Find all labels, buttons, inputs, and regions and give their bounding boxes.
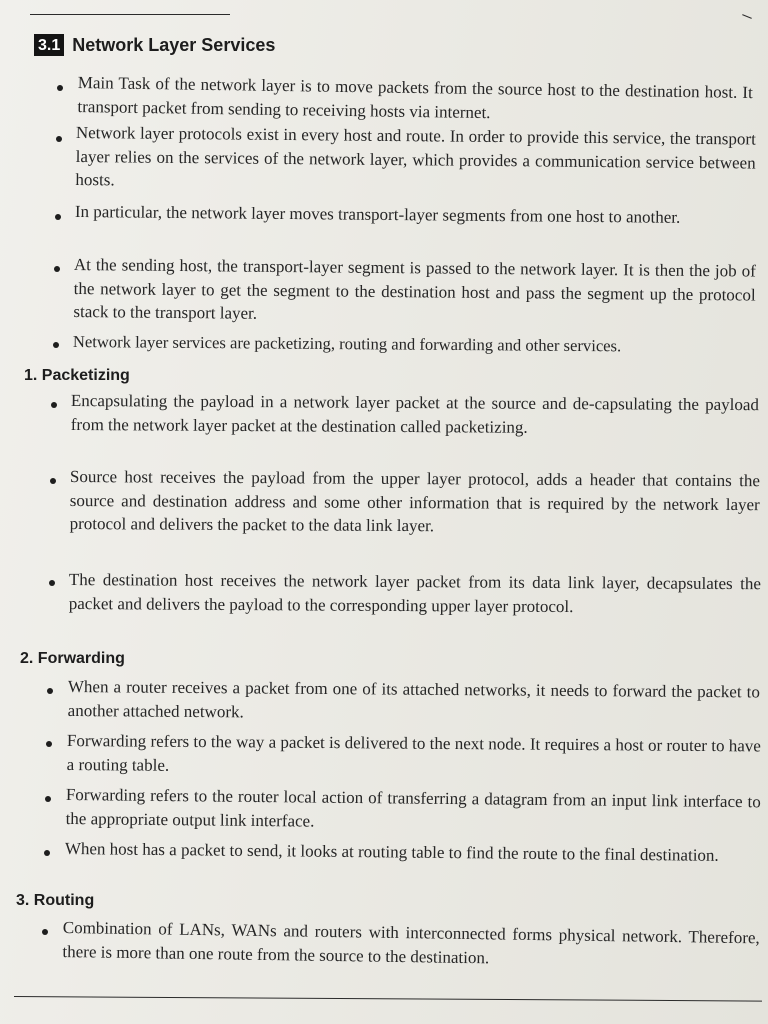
packetizing-bullet-1: Encapsulating the payload in a network layer packet at the source and de-capsulating the payload from the network layer packet at the destination called packetizing. <box>70 390 759 437</box>
intro-bullet-3: In particular, the network layer moves transport-layer segments from one host to another. <box>74 201 681 227</box>
section-title: Network Layer Services <box>72 34 276 55</box>
bullet-icon <box>57 85 63 91</box>
packetizing-bullet-3: The destination host receives the network layer packet from its data link layer, decapsulates the packet and delivers the payload to the corresponding upper layer protocol. <box>68 569 761 616</box>
forwarding-bullet-1: When a router receives a packet from one of its attached networks, it needs to forward the packet to another attached network. <box>67 676 760 721</box>
bullet-icon <box>55 214 61 220</box>
forwarding-bullet-3: Forwarding refers to the router local action of transferring a datagram from an input link interface to the appropriate output link interface. <box>65 784 761 831</box>
bullet-icon <box>56 136 62 142</box>
intro-bullet-5: Network layer services are packetizing, routing and forwarding and other services. <box>72 331 622 356</box>
routing-bullet-1: Combination of LANs, WANs and routers with interconnected forms physical network. Therefore, there is more than one route from the source to the destination. <box>62 917 760 967</box>
bullet-icon <box>50 478 56 484</box>
intro-bullet-1: Main Task of the network layer is to move packets from the source host to the destination host. It transport packet from sending to receiving hosts via internet. <box>77 72 753 122</box>
top-rule <box>30 14 230 15</box>
bullet-icon <box>49 580 55 586</box>
forwarding-bullet-4: When host has a packet to send, it looks at routing table to find the route to the final destination. <box>64 838 719 865</box>
bullet-icon <box>42 929 48 935</box>
intro-bullet-2: Network layer protocols exist in every host and route. In order to provide this service, the transport layer relies on the services of the network layer, which provides a communication service between hosts. <box>75 122 756 190</box>
subsection-title-routing: 3. Routing <box>16 892 95 909</box>
bottom-rule <box>14 996 762 1002</box>
subsection-title-forwarding: 2. Forwarding <box>20 650 125 667</box>
intro-bullet-4: At the sending host, the transport-layer segment is passed to the network layer. It is then the job of the network layer to get the segment to the destination host and pass the segment up the protocol stack to the transport layer. <box>73 254 756 323</box>
packetizing-bullet-2: Source host receives the payload from the upper layer protocol, adds a header that contains the source and destination address and some other information that is required by the network layer protocol and delivers the packet to the data link layer. <box>69 466 760 536</box>
section-heading <box>34 34 275 56</box>
bullet-icon <box>46 741 52 747</box>
bullet-icon <box>45 796 51 802</box>
subsection-title-packetizing: 1. Packetizing <box>24 367 130 384</box>
bullet-icon <box>44 850 50 856</box>
section-number: 3.1 <box>34 34 64 56</box>
bullet-icon <box>54 266 60 272</box>
bullet-icon <box>51 402 57 408</box>
bullet-icon <box>47 688 53 694</box>
forwarding-bullet-2: Forwarding refers to the way a packet is delivered to the next node. It requires a host or router to have a routing table. <box>66 730 761 775</box>
bullet-icon <box>53 342 59 348</box>
corner-mark <box>742 14 752 19</box>
